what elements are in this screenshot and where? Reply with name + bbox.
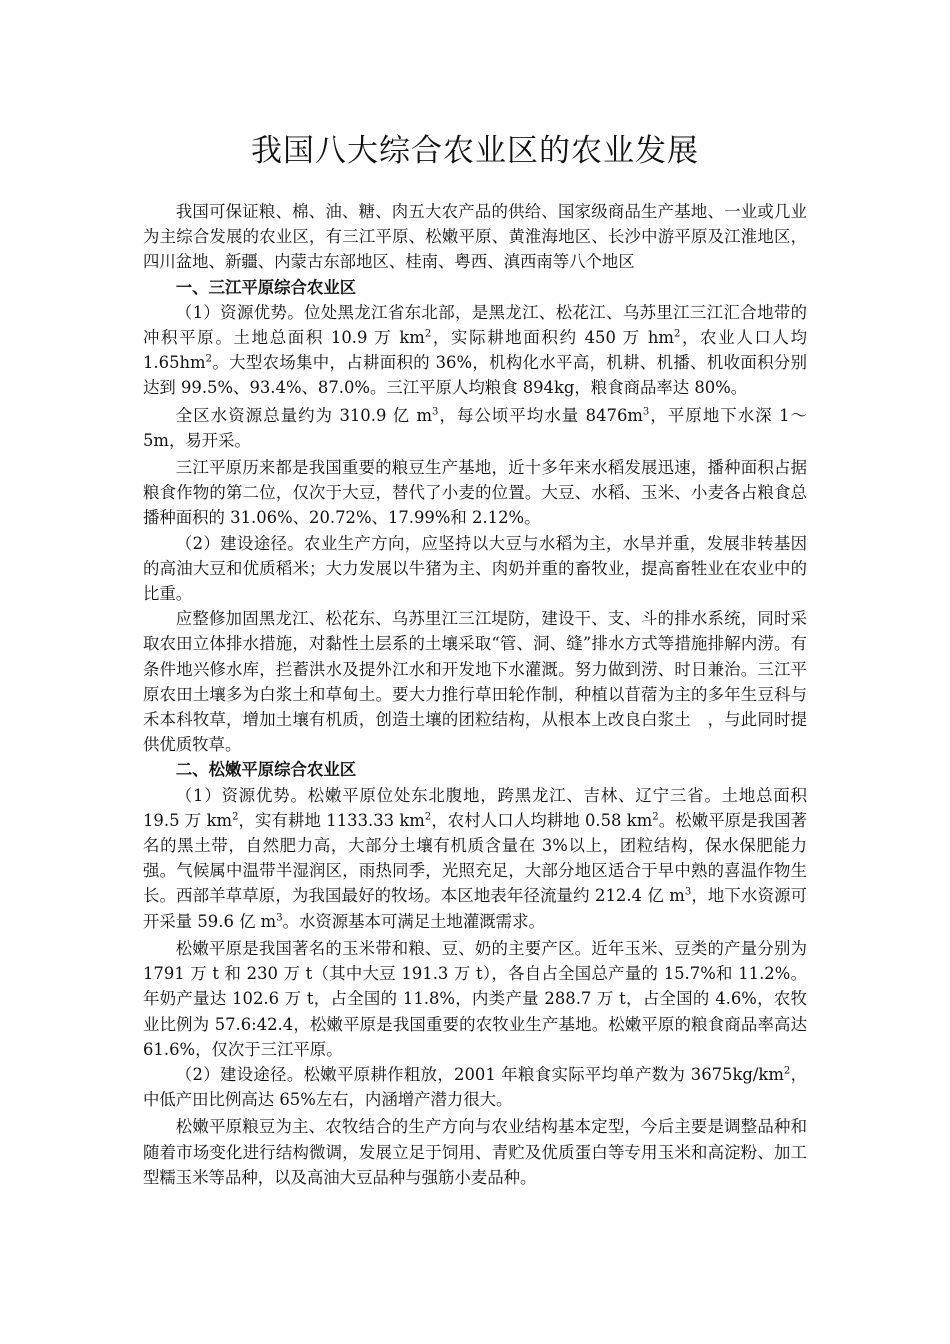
- songnen-structure-paragraph: 松嫩平原粮豆为主、农牧结合的生产方向与农业结构基本定型，今后主要是调整品种和随着市场变化进行结构微调，发展立足于饲用、青贮及优质蛋白等专用玉米和高淀粉、加工型糯玉米等品种，以及高油大豆品种与强筋小麦品种。: [143, 1117, 807, 1187]
- document-title: 我国八大综合农业区的农业发展: [251, 133, 699, 169]
- sanjiang-drainage-paragraph: 应整修加固黑龙江、松花东、乌苏里江三江堤防，建设干、支、斗的排水系统，同时采取农田立体排水措施，对黏性土层系的土壤采取“管、洞、缝”排水方式等措施排解内涝。有条件地兴修水库，拦蓄洪水及提外江水和开发地下水灌溉。努力做到涝、时日兼治。三江平原农田土壤多为白浆土和草甸土。要大力推行草田轮作制，种植以苜蓿为主的多年生豆科与禾本科牧草，增加土壤有机质，创造土壤的团粒结构，从根本上改良白浆土 ，与此同时提供优质牧草。: [143, 609, 807, 755]
- document-body: [143, 199, 807, 1190]
- section-heading-sanjiang: 一、三江平原综合农业区: [175, 277, 357, 297]
- section-heading-songnen: 二、松嫩平原综合农业区: [175, 760, 357, 780]
- sanjiang-crop-paragraph: 三江平原历来都是我国重要的粮豆生产基地，近十多年来水稻发展迅速，播种面积占据粮食作物的第二位，仅次于大豆，替代了小麦的位置。大豆、水稻、玉米、小麦各占粮食总播种面积的 31.06%、20.72%、17.99%和 2.12%。: [143, 458, 807, 528]
- sanjiang-resource-paragraph: （1）资源优势。位处黑龙江省东北部，是黑龙江、松花江、乌苏里江三江汇合地带的冲积平原。土地总面积 10.9 万 $km^2$，实际耕地面积约 450 万 $hm^2$，农业人口人均 $1.65hm^2$。大型农场集中，占耕面积的 36%，机构化水平高，机耕、机播、机收面积分别达到 99.5%、93.4%、87.0%。三江平原人均粮食 894kg，粮食商品率达 80%。: [143, 302, 808, 398]
- songnen-resource-paragraph: （1）资源优势。松嫩平原位处东北腹地，跨黑龙江、吉林、辽宁三省。土地总面积 19.5 万 $km^2$，实有耕地 1133.33 $km^2$，农村人口人均耕地 0.58 $km^2$。松嫩平原是我国著名的黑土带，自然肥力高，大部分土壤有机质含量在 3%以上，团粒结构，保水保肥能力强。气候属中温带半湿润区，雨热同季，光照充足，大部分地区适合于早中熟的喜温作物生长。西部羊草草原，为我国最好的牧场。本区地表年径流量约 212.4 亿 $m^3$，地下水资源可开采量 59.6 亿 $m^3$。水资源基本可满足土地灌溉需求。: [143, 785, 808, 931]
- sanjiang-construction-paragraph: （2）建设途径。农业生产方向，应坚持以大豆与水稻为主，水旱并重，发展非转基因的高油大豆和优质稻米；大力发展以牛猪为主、肉奶并重的畜牧业，提高畜牲业在农业中的比重。: [143, 533, 807, 604]
- songnen-production-paragraph: 松嫩平原是我国著名的玉米带和粮、豆、奶的主要产区。近年玉米、豆类的产量分别为 1791 万 t 和 230 万 t（其中大豆 191.3 万 t），各自占全国总产量的 15.7%和 11.2%。年奶产量达 102.6 万 t，占全国的 11.8%，内类产量 288.7 万 t，占全国的 4.6%，农牧业比例为 57.6:42.4，松嫩平原是我国重要的农牧业生产基地。松嫩平原的粮食商品率高达 61.6%，仅次于三江平原。: [143, 938, 807, 1059]
- songnen-construction-paragraph: （2）建设途径。松嫩平原耕作粗放，2001 年粮食实际平均单产数为 $3675kg/km^2$，中低产田比例高达 65%左右，内涵增产潜力很大。: [143, 1064, 808, 1110]
- intro-paragraph: 我国可保证粮、棉、油、糖、肉五大农产品的供给、国家级商品生产基地、一业或几业为主综合发展的农业区，有三江平原、松嫩平原、黄淮海地区、长沙中游平原及江淮地区，四川盆地、新疆、内蒙古东部地区、桂南、粤西、滇西南等八个地区: [143, 202, 807, 272]
- sanjiang-water-paragraph: 全区水资源总量约为 310.9 亿 $m^3$，每公顷平均水量 $8476m^3$，平原地下水深 1～5m，易开采。: [143, 405, 807, 450]
